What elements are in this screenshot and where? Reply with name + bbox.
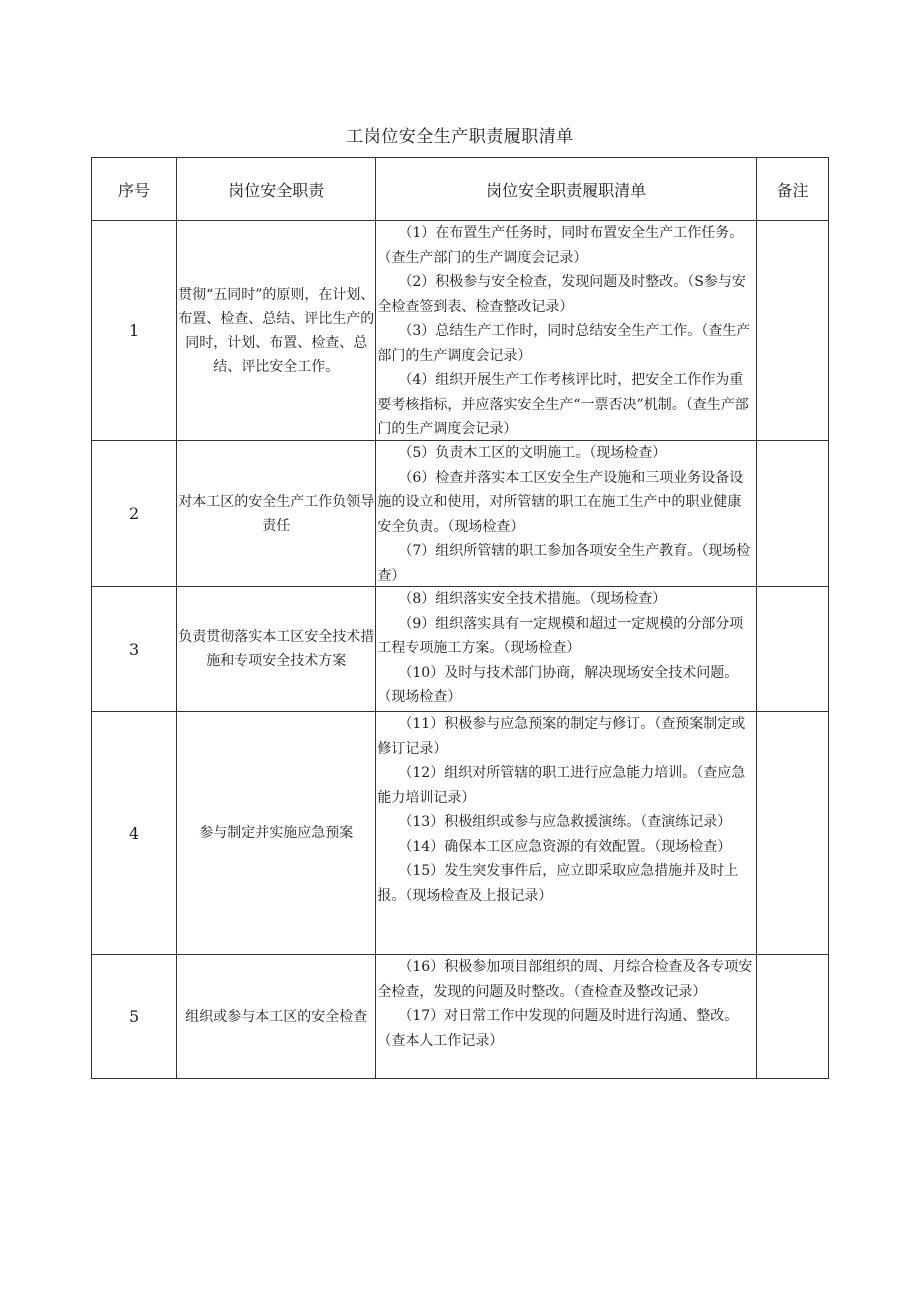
note-cell xyxy=(756,712,828,955)
header-no: 序号 xyxy=(92,158,177,221)
list-item: （6）检查并落实本工区安全生产设施和三项业务设备设施的设立和使用，对所管辖的职工在施工生产中的职业健康安全负责。（现场检查） xyxy=(377,469,744,535)
list-item: （12）组织对所管辖的职工进行应急能力培训。（查应急能力培训记录） xyxy=(377,765,746,806)
list-item: （14）确保本工区应急资源的有效配置。（现场检查） xyxy=(398,838,732,855)
list-item: （15）发生突发事件后，应立即采取应急措施并及时上报。（现场检查及上报记录） xyxy=(377,863,739,904)
note-cell xyxy=(756,955,828,1079)
duty-text: 参与制定并实施应急预案 xyxy=(177,712,376,955)
list-item: （8）组织落实安全技术措施。（现场检查） xyxy=(398,591,667,607)
header-note: 备注 xyxy=(756,158,828,221)
list-item: （9）组织落实具有一定规模和超过一定规模的分部分项工程专项施工方案。（现场检查） xyxy=(377,615,744,656)
header-row xyxy=(92,158,829,221)
list-item: （3）总结生产工作时，同时总结安全生产工作。（查生产部门的生产调度会记录） xyxy=(377,323,751,364)
table-row xyxy=(92,955,829,1079)
list-item: （17）对日常工作中发现的问题及时进行沟通、整改。（查本人工作记录） xyxy=(377,1008,739,1049)
row-number: 4 xyxy=(92,712,177,955)
list-item: （5）负责木工区的文明施工。（现场检查） xyxy=(398,445,667,461)
list-item: （4）组织开展生产工作考核评比时，把安全工作作为重要考核指标，并应落实安全生产“一票否决”机制。（查生产部门的生产调度会记录） xyxy=(377,372,749,437)
list-item: （16）积极参加项目部组织的周、月综合检查及各专项安全检查，发现的问题及时整改。（查检查及整改记录） xyxy=(377,959,753,1000)
header-list: 岗位安全职责履职清单 xyxy=(376,158,757,221)
row-number: 2 xyxy=(92,441,177,587)
duty-text: 负责贯彻落实本工区安全技术措施和专项安全技术方案 xyxy=(177,587,376,712)
duty-list xyxy=(376,441,757,587)
list-item: （1）在布置生产任务时，同时布置安全生产工作任务。（查生产部门的生产调度会记录） xyxy=(377,225,744,266)
table-row xyxy=(92,712,829,955)
row-number: 5 xyxy=(92,955,177,1079)
document-title: 工岗位安全生产职责履职清单 xyxy=(346,127,574,147)
note-cell xyxy=(756,587,828,712)
duty-text: 贯彻“五同时”的原则，在计划、布置、检查、总结、评比生产的同时，计划、布置、检查、总结、评比安全工作。 xyxy=(177,221,376,441)
list-item: （11）积极参与应急预案的制定与修订。（查预案制定或修订记录） xyxy=(377,716,746,757)
list-item: （13）积极组织或参与应急救援演练。（查演练记录） xyxy=(398,814,732,830)
list-item: （7）组织所管辖的职工参加各项安全生产教育。（现场检查） xyxy=(377,543,751,584)
duty-text: 对本工区的安全生产工作负领导责任 xyxy=(177,441,376,587)
table-row xyxy=(92,221,829,441)
row-number: 3 xyxy=(92,587,177,712)
duty-list xyxy=(376,587,757,712)
duty-list xyxy=(376,955,757,1079)
list-item: （10）及时与技术部门协商，解决现场安全技术问题。（现场检查） xyxy=(377,664,739,705)
note-cell xyxy=(756,221,828,441)
list-item: （2）积极参与安全检查，发现问题及时整改。（S参与安全检查签到表、检查整改记录） xyxy=(377,274,746,315)
table-row xyxy=(92,441,829,587)
table-row xyxy=(92,587,829,712)
duty-list xyxy=(376,221,757,441)
duty-table xyxy=(91,157,829,1079)
duty-list xyxy=(376,712,757,955)
row-number: 1 xyxy=(92,221,177,441)
note-cell xyxy=(756,441,828,587)
duty-text: 组织或参与本工区的安全检查 xyxy=(177,955,376,1079)
header-duty: 岗位安全职责 xyxy=(177,158,376,221)
